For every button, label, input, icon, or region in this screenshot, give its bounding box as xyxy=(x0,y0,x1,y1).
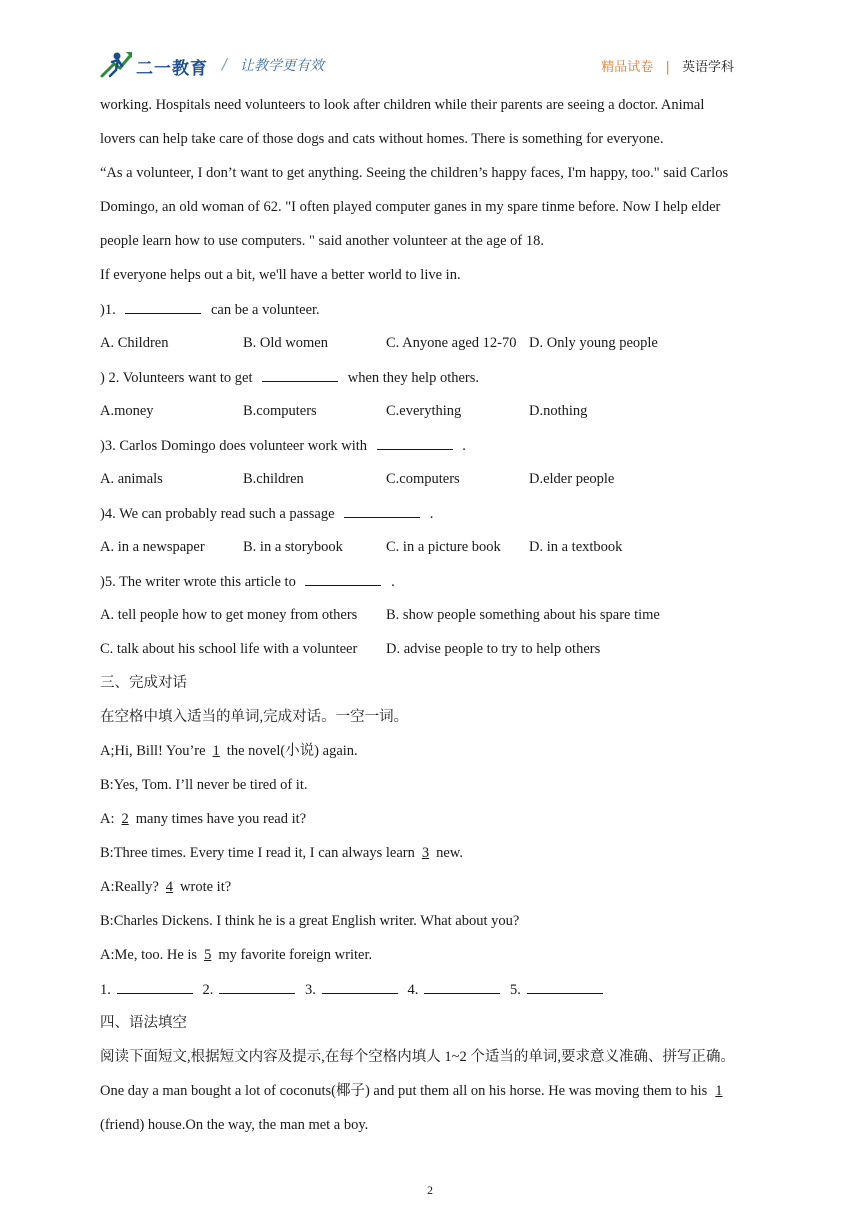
passage-line: Domingo, an old woman of 62. "I often played computer ganes in my spare tinme before. Now I help elder xyxy=(100,199,721,215)
dialogue-text: many times have you read it? xyxy=(135,811,307,827)
option-b: B.computers xyxy=(243,403,317,419)
page-header xyxy=(100,46,760,86)
dialogue-text: A:Me, too. He is xyxy=(100,947,198,963)
option-c: C.computers xyxy=(386,471,460,487)
answer-blank[interactable] xyxy=(305,571,381,586)
question-text: )1. xyxy=(100,302,120,318)
option-c: C. Anyone aged 12-70 xyxy=(386,335,517,351)
header-tags xyxy=(601,56,734,75)
question-1 xyxy=(100,299,320,320)
option-a: A. tell people how to get money from others xyxy=(100,607,358,623)
option-a: A.money xyxy=(100,403,154,419)
passage-line: lovers can help take care of those dogs and cats without homes. There is something for everyone. xyxy=(100,131,664,147)
question-4 xyxy=(100,503,433,524)
question-3-options xyxy=(100,469,780,489)
answer-blank-5[interactable] xyxy=(527,979,603,994)
question-text: can be a volunteer. xyxy=(207,302,320,318)
logo-text: 二一教育 xyxy=(136,59,208,79)
dialogue-line xyxy=(100,945,372,965)
dialogue-line: B:Charles Dickens. I think he is a great English writer. What about you? xyxy=(100,913,520,929)
dialogue-blank[interactable]: 5 xyxy=(204,947,212,963)
section-4-instruction: 阅读下面短文,根据短文内容及提示,在每个空格内填人 1~2 个适当的单词,要求意义准确、拼写正确。 xyxy=(100,1049,735,1065)
answer-blank-3[interactable] xyxy=(322,979,398,994)
option-d: D. advise people to try to help others xyxy=(386,641,601,657)
dialogue-line: B:Yes, Tom. I’ll never be tired of it. xyxy=(100,777,308,793)
passage-line: people learn how to use computers. " said another volunteer at the age of 18. xyxy=(100,233,544,249)
dialogue-line xyxy=(100,843,463,863)
header-slash: / xyxy=(222,55,228,73)
option-b: B.children xyxy=(243,471,304,487)
dialogue-blank[interactable]: 4 xyxy=(165,879,174,895)
question-5-options-row2 xyxy=(100,639,780,659)
section-4-title: 四、语法填空 xyxy=(100,1015,187,1031)
question-text: ) 2. Volunteers want to get xyxy=(100,370,257,386)
option-d: D.elder people xyxy=(529,471,615,487)
dialogue-text: A;Hi, Bill! You’re xyxy=(100,743,206,759)
question-5-options-row1 xyxy=(100,605,780,625)
option-c: C.everything xyxy=(386,403,462,419)
dialogue-text: new. xyxy=(436,845,463,861)
answer-row xyxy=(100,979,609,1000)
dialogue-blank[interactable]: 1 xyxy=(212,743,220,759)
question-2-options xyxy=(100,401,780,421)
grammar-line xyxy=(100,1081,724,1101)
grammar-line: (friend) house.On the way, the man met a boy. xyxy=(100,1117,369,1133)
option-a: A. in a newspaper xyxy=(100,539,205,555)
answer-label: 3. xyxy=(305,982,316,998)
tag-separator: | xyxy=(665,60,670,75)
question-4-options xyxy=(100,537,780,557)
option-d: D. in a textbook xyxy=(529,539,623,555)
answer-label: 5. xyxy=(510,982,521,998)
question-text: when they help others. xyxy=(344,370,480,386)
dialogue-text: the novel(小说) again. xyxy=(226,743,358,759)
dialogue-line xyxy=(100,809,306,829)
answer-blank-4[interactable] xyxy=(424,979,500,994)
question-1-options xyxy=(100,333,780,353)
question-text: )3. Carlos Domingo does volunteer work with xyxy=(100,438,371,454)
grammar-blank[interactable]: 1 xyxy=(715,1083,723,1099)
dialogue-text: A: xyxy=(100,811,115,827)
option-a: A. Children xyxy=(100,335,169,351)
question-3 xyxy=(100,435,466,456)
passage-line: If everyone helps out a bit, we'll have a better world to live in. xyxy=(100,267,461,283)
question-5 xyxy=(100,571,395,592)
answer-label: 2. xyxy=(202,982,214,998)
dialogue-blank[interactable]: 3 xyxy=(421,845,430,861)
passage-line: “As a volunteer, I don’t want to get anything. Seeing the children’s happy faces, I'm happy, too." said Carlos xyxy=(100,165,729,181)
dialogue-text: B:Three times. Every time I read it, I can always learn xyxy=(100,845,415,861)
answer-blank[interactable] xyxy=(262,367,338,382)
question-text: . xyxy=(387,574,395,590)
section-3-instruction: 在空格中填入适当的单词,完成对话。一空一词。 xyxy=(100,709,409,725)
answer-blank-2[interactable] xyxy=(219,979,295,994)
tag-subject: 英语学科 xyxy=(681,60,734,75)
option-c: C. in a picture book xyxy=(386,539,501,555)
option-a: A. animals xyxy=(100,471,163,487)
dialogue-line xyxy=(100,877,231,897)
tag-premium-paper: 精品试卷 xyxy=(601,60,654,75)
answer-label: 1. xyxy=(100,982,111,998)
option-c: C. talk about his school life with a volunteer xyxy=(100,641,358,657)
option-b: B. in a storybook xyxy=(243,539,343,555)
passage-line: working. Hospitals need volunteers to look after children while their parents are seeing a doctor. Animal xyxy=(100,97,705,113)
question-text: )4. We can probably read such a passage xyxy=(100,506,339,522)
logo xyxy=(100,46,230,82)
option-d: D.nothing xyxy=(529,403,588,419)
section-3-title: 三、完成对话 xyxy=(100,675,187,691)
dialogue-blank[interactable]: 2 xyxy=(121,811,129,827)
question-2 xyxy=(100,367,479,388)
answer-blank[interactable] xyxy=(377,435,453,450)
grammar-text: One day a man bought a lot of coconuts(椰子) and put them all on his horse. He was moving them to his xyxy=(100,1083,708,1099)
runner-logo-icon xyxy=(100,50,134,80)
option-d: D. Only young people xyxy=(529,335,658,351)
question-text: . xyxy=(426,506,434,522)
dialogue-line xyxy=(100,741,358,761)
question-text: . xyxy=(458,438,466,454)
header-slogan: 让教学更有效 xyxy=(240,58,324,74)
answer-label: 4. xyxy=(407,982,419,998)
page-number: 2 xyxy=(427,1183,433,1197)
answer-blank-1[interactable] xyxy=(117,979,193,994)
question-text: )5. The writer wrote this article to xyxy=(100,574,300,590)
option-b: B. show people something about his spare time xyxy=(386,607,660,623)
option-b: B. Old women xyxy=(243,335,328,351)
answer-blank[interactable] xyxy=(344,503,420,518)
answer-blank[interactable] xyxy=(125,299,201,314)
dialogue-text: wrote it? xyxy=(180,879,232,895)
dialogue-text: A:Really? xyxy=(100,879,159,895)
dialogue-text: my favorite foreign writer. xyxy=(218,947,373,963)
